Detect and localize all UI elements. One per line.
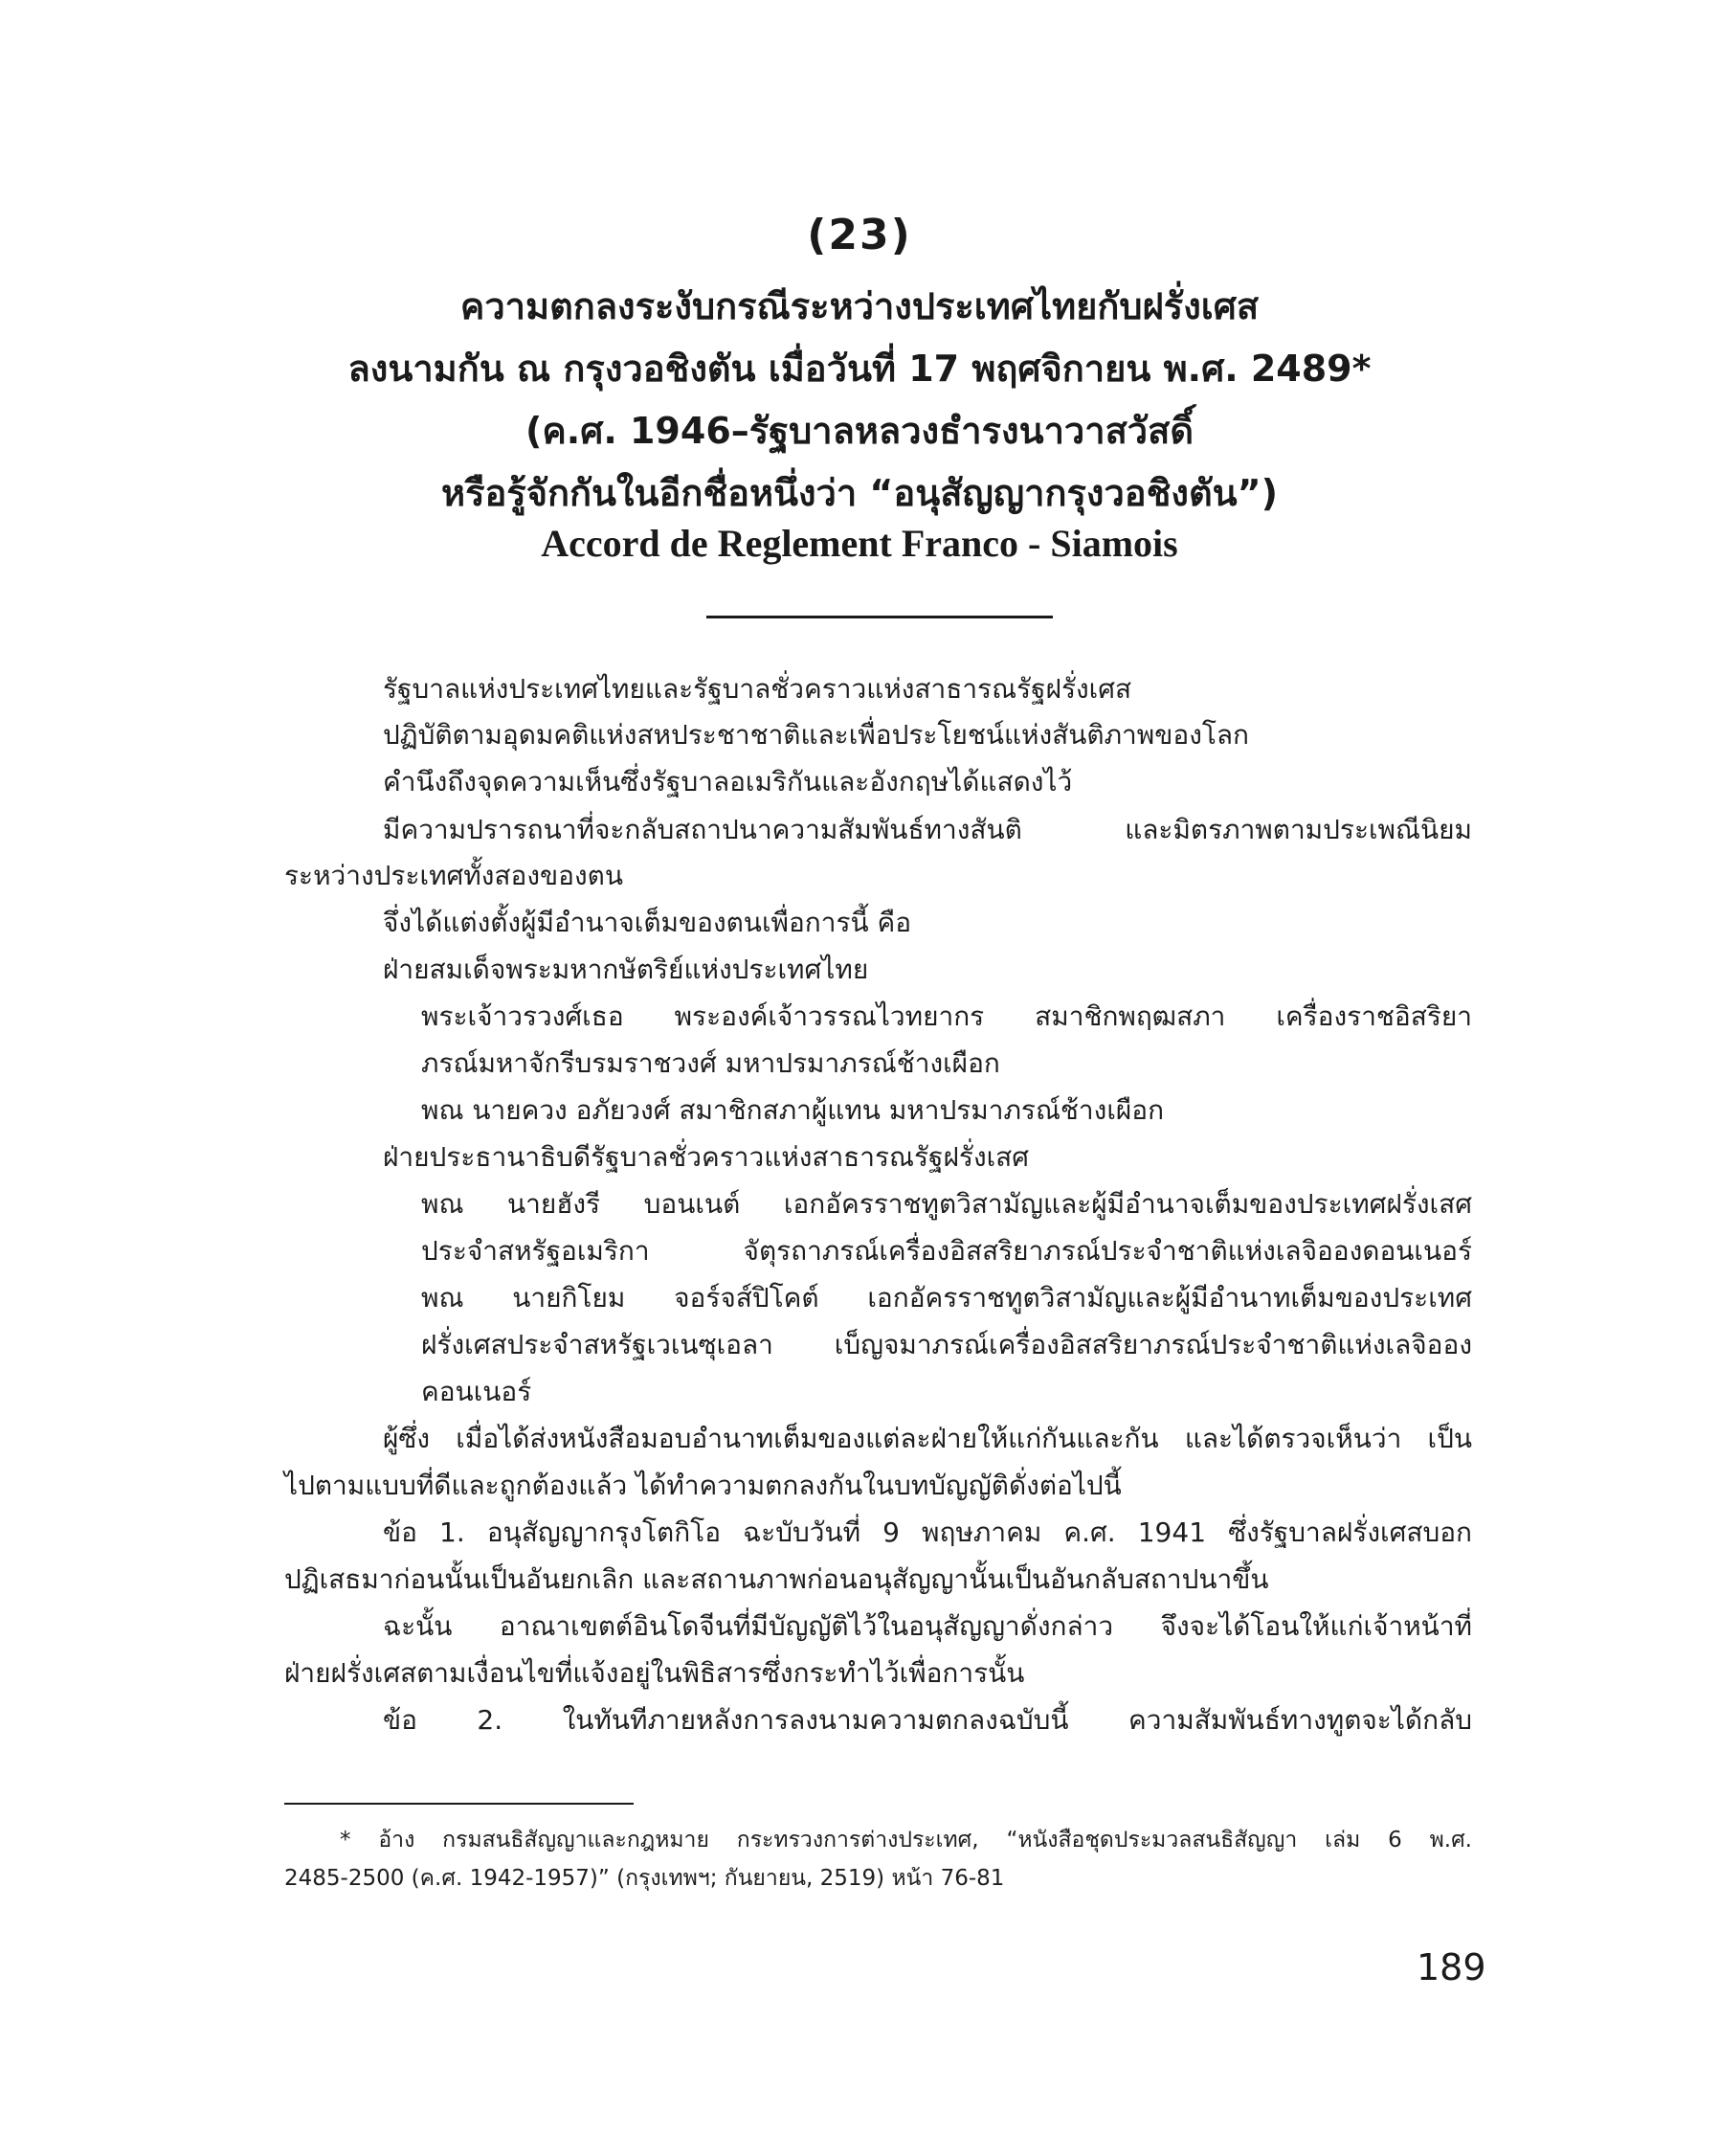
french-title: Accord de Reglement Franco - Siamois xyxy=(541,522,1178,565)
body-line: พณ นายกิโยม จอร์จส์ปิโคต์ เอกอัครราชทูตวิสามัญและผู้มีอำนาทเต็มของประเทศ xyxy=(421,1282,1472,1314)
title-line-4: หรือรู้จักกันในอีกชื่อหนึ่งว่า “อนุสัญญากรุงวอชิงตัน”) xyxy=(441,472,1278,514)
body-line: คำนึงถึงจุดความเห็นซึ่งรัฐบาลอเมริกันและอังกฤษได้แสดงไว้ xyxy=(383,766,1073,797)
body-line: ปฏิเสธมาก่อนนั้นเป็นอันยกเลิก และสถานภาพก่อนอนุสัญญานั้นเป็นอันกลับสถาปนาขึ้น xyxy=(284,1563,1269,1595)
body-line: รัฐบาลแห่งประเทศไทยและรัฐบาลชั่วคราวแห่งสาธารณรัฐฝรั่งเศส xyxy=(383,673,1132,705)
footnote-line: 2485-2500 (ค.ศ. 1942-1957)” (กรุงเทพฯ; กันยายน, 2519) หน้า 76-81 xyxy=(284,1866,1005,1891)
body-line: ฝ่ายสมเด็จพระมหากษัตริย์แห่งประเทศไทย xyxy=(383,954,869,985)
title-line-2: ลงนามกัน ณ กรุงวอชิงตัน เมื่อวันที่ 17 พฤศจิกายน พ.ศ. 2489* xyxy=(347,348,1372,390)
chapter-number: (23) xyxy=(807,211,912,259)
body-line: ข้อ 1. อนุสัญญากรุงโตกิโอ ฉะบับวันที่ 9 พฤษภาคม ค.ศ. 1941 ซึ่งรัฐบาลฝรั่งเศสบอก xyxy=(383,1516,1472,1548)
body-line: ระหว่างประเทศทั้งสองของตน xyxy=(284,860,623,891)
footnote-divider xyxy=(284,1803,634,1805)
footnote-line: * อ้าง กรมสนธิสัญญาและกฎหมาย กระทรวงการต่างประเทศ, “หนังสือชุดประมวลสนธิสัญญา เล่ม 6 พ.ศ. xyxy=(340,1828,1472,1853)
body-line: จึ่งได้แต่งตั้งผู้มีอำนาจเต็มของตนเพื่อการนี้ คือ xyxy=(383,907,912,938)
body-line: ฉะนั้น อาณาเขตต์อินโดจีนที่มีบัญญัติไว้ในอนุสัญญาดั่งกล่าว จึงจะได้โอนให้แก่เจ้าหน้าที่ xyxy=(383,1610,1472,1642)
body-line: ข้อ 2. ในทันทีภายหลังการลงนามความตกลงฉบับนี้ ความสัมพันธ์ทางทูตจะได้กลับ xyxy=(383,1704,1472,1736)
body-line: พระเจ้าวรวงศ์เธอ พระองค์เจ้าวรรณไวทยากร สมาชิกพฤฒสภา เครื่องราชอิสริยา xyxy=(421,1000,1472,1032)
body-line: พณ นายฮังรี บอนเนต์ เอกอัครราชทูตวิสามัญและผู้มีอำนาจเต็มของประเทศฝรั่งเสศ xyxy=(421,1188,1472,1220)
body-line: ฝ่ายฝรั่งเศสตามเงื่อนไขที่แจ้งอยู่ในพิธิสารซึ่งกระทำไว้เพื่อการนั้น xyxy=(284,1657,1025,1689)
body-line: ฝ่ายประธานาธิบดีรัฐบาลชั่วคราวแห่งสาธารณรัฐฝรั่งเสศ xyxy=(383,1141,1030,1173)
title-line-1: ความตกลงระงับกรณีระหว่างประเทศไทยกับฝรั่งเศส xyxy=(459,285,1260,327)
body-line: ประจำสหรัฐอเมริกา จัตุรถาภรณ์เครื่องอิสสริยาภรณ์ประจำชาติแห่งเลจิอองดอนเนอร์ xyxy=(421,1235,1472,1267)
title-line-3: (ค.ศ. 1946–รัฐบาลหลวงธำรงนาวาสวัสดิ์ xyxy=(525,410,1194,452)
title-divider xyxy=(706,616,1053,618)
body-line: ฝรั่งเศสประจำสหรัฐเวเนซุเอลา เบ็ญจมาภรณ์เครื่องอิสสริยาภรณ์ประจำชาติแห่งเลจิออง xyxy=(421,1329,1472,1360)
page-number: 189 xyxy=(1417,1946,1486,1988)
body-line: ผู้ซึ่ง เมื่อได้ส่งหนังสือมอบอำนาทเต็มของแต่ละฝ่ายให้แก่กันและกัน และได้ตรวจเห็นว่า เป็น xyxy=(383,1423,1472,1454)
body-line: มีความปรารถนาที่จะกลับสถาปนาความสัมพันธ์ทางสันติ และมิตรภาพตามประเพณีนิยม xyxy=(383,814,1472,845)
body-line: ภรณ์มหาจักรีบรมราชวงศ์ มหาปรมาภรณ์ช้างเผือก xyxy=(421,1047,1000,1079)
body-line: ปฏิบัติตามอุดมคติแห่งสหประชาชาติและเพื่อประโยชน์แห่งสันติภาพของโลก xyxy=(383,719,1250,751)
body-line: คอนเนอร์ xyxy=(421,1376,532,1407)
body-line: พณ นายควง อภัยวงศ์ สมาชิกสภาผู้แทน มหาปรมาภรณ์ช้างเผือก xyxy=(421,1094,1165,1126)
body-line: ไปตามแบบที่ดีและถูกต้องแล้ว ได้ทำความตกลงกันในบทบัญญัติดั่งต่อไปนี้ xyxy=(284,1470,1122,1501)
